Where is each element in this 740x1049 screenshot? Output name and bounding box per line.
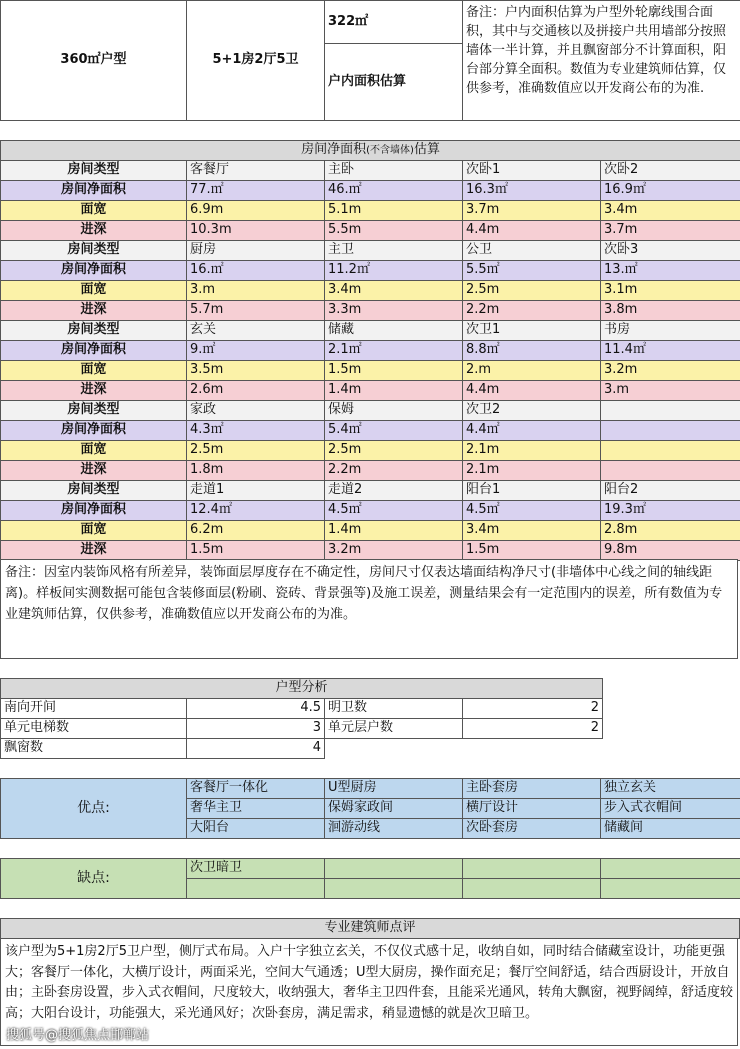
pros-item: 大阳台	[187, 819, 325, 839]
review-text: 该户型为5+1房2厅5卫户型，侧厅式布局。入户十字独立玄关，不仅仪式感十足，收纳自如，同时结合储藏室设计，功能更强大；客餐厅一体化，大横厅设计，两面采光，空间大气通透；U型大厨房，操作面充足；餐厅空间舒适，结合西厨设计，开放自由；主卧套房设置，步入式衣帽间，尺度较大，收纳强大，奢华主卫四件套，且能采光通风，转角大飘窗，视野阔绰，舒适度较高；大阳台设计，功能强大，采光通风好；次卧套房，满足需求，稍显遗憾的就是次卫暗卫。	[0, 938, 738, 1046]
room-row-label: 房间净面积	[1, 261, 187, 281]
cons-item	[601, 879, 740, 899]
room-row-depths	[1, 461, 740, 481]
room-depth: 3.2m	[325, 541, 463, 561]
room-name: 次卧3	[601, 241, 740, 261]
header-table	[0, 0, 740, 121]
cons-item	[463, 859, 601, 879]
room-name: 厨房	[187, 241, 325, 261]
room-row-widths	[1, 361, 740, 381]
room-area: 16.9㎡	[601, 181, 740, 201]
room-name: 阳台2	[601, 481, 740, 501]
room-name: 玄关	[187, 321, 325, 341]
room-depth: 4.4m	[463, 221, 601, 241]
room-row-names	[1, 481, 740, 501]
pros-item: U型厨房	[325, 779, 463, 799]
room-depth: 5.7m	[187, 301, 325, 321]
room-row-label: 房间类型	[1, 321, 187, 341]
room-name: 客餐厅	[187, 161, 325, 181]
room-name: 阳台1	[463, 481, 601, 501]
room-row-areas	[1, 501, 740, 521]
analysis-value: 4	[187, 739, 325, 759]
room-row-names	[1, 401, 740, 421]
review-table	[0, 918, 740, 939]
analysis-value: 4.5	[187, 699, 325, 719]
room-depth: 10.3m	[187, 221, 325, 241]
room-width: 3.1m	[601, 281, 740, 301]
room-row-widths	[1, 441, 740, 461]
room-area: 4.3㎡	[187, 421, 325, 441]
room-area-table	[0, 140, 740, 561]
room-area: 4.4㎡	[463, 421, 601, 441]
room-name: 书房	[601, 321, 740, 341]
room-depth: 2.2m	[463, 301, 601, 321]
room-row-label: 面宽	[1, 361, 187, 381]
pros-item: 奢华主卫	[187, 799, 325, 819]
room-name: 走道2	[325, 481, 463, 501]
room-area: 11.2㎡	[325, 261, 463, 281]
room-name: 次卧2	[601, 161, 740, 181]
room-row-depths	[1, 221, 740, 241]
room-width: 2.5m	[187, 441, 325, 461]
cons-item	[325, 859, 463, 879]
room-row-label: 进深	[1, 301, 187, 321]
room-width: 3.4m	[325, 281, 463, 301]
room-area: 4.5㎡	[325, 501, 463, 521]
analysis-label: 单元电梯数	[1, 719, 187, 739]
room-row-widths	[1, 201, 740, 221]
area-label: 户内面积估算	[325, 44, 463, 121]
room-depth	[601, 461, 740, 481]
pros-item: 主卧套房	[463, 779, 601, 799]
cons-item	[187, 879, 325, 899]
room-area	[601, 421, 740, 441]
analysis-value: 2	[463, 719, 603, 739]
room-area: 5.4㎡	[325, 421, 463, 441]
room-width: 1.4m	[325, 521, 463, 541]
room-row-areas	[1, 341, 740, 361]
room-depth: 3.3m	[325, 301, 463, 321]
room-row-label: 房间净面积	[1, 341, 187, 361]
room-row-widths	[1, 521, 740, 541]
pros-item: 步入式衣帽间	[601, 799, 740, 819]
room-name: 储藏	[325, 321, 463, 341]
analysis-label: 单元层户数	[325, 719, 463, 739]
analysis-value: 2	[463, 699, 603, 719]
room-width: 2.5m	[463, 281, 601, 301]
room-row-widths	[1, 281, 740, 301]
room-area: 16.3㎡	[463, 181, 601, 201]
room-width: 3.7m	[463, 201, 601, 221]
room-row-label: 面宽	[1, 201, 187, 221]
room-name: 次卧1	[463, 161, 601, 181]
analysis-empty	[463, 739, 603, 759]
room-area: 12.4㎡	[187, 501, 325, 521]
room-row-label: 进深	[1, 381, 187, 401]
room-width: 3.m	[187, 281, 325, 301]
room-area: 9.㎡	[187, 341, 325, 361]
review-title: 专业建筑师点评	[1, 919, 740, 939]
room-name: 次卫1	[463, 321, 601, 341]
room-row-depths	[1, 301, 740, 321]
pros-item: 独立玄关	[601, 779, 740, 799]
room-depth: 5.5m	[325, 221, 463, 241]
header-note: 备注：户内面积估算为户型外轮廓线围合面积，其中与交通核以及拼接户共用墙部分按照墙体一半计算，并且飘窗部分不计算面积，阳台部分算全面积。数值为专业建筑师估算，仅供参考，准确数值应以开发商公布的为准.	[463, 1, 740, 121]
room-row-label: 面宽	[1, 521, 187, 541]
room-name: 次卫2	[463, 401, 601, 421]
room-row-label: 进深	[1, 541, 187, 561]
analysis-label: 飘窗数	[1, 739, 187, 759]
cons-table	[0, 858, 740, 899]
pros-item: 洄游动线	[325, 819, 463, 839]
room-row-depths	[1, 541, 740, 561]
unit-layout: 5+1房2厅5卫	[187, 1, 325, 121]
room-name: 保姆	[325, 401, 463, 421]
cons-label: 缺点:	[1, 859, 187, 899]
pros-item: 储藏间	[601, 819, 740, 839]
room-row-depths	[1, 381, 740, 401]
room-area: 16.㎡	[187, 261, 325, 281]
pros-table	[0, 778, 740, 839]
room-row-label: 面宽	[1, 441, 187, 461]
room-width	[601, 441, 740, 461]
room-width: 2.m	[463, 361, 601, 381]
room-width: 6.9m	[187, 201, 325, 221]
pros-item: 保姆家政间	[325, 799, 463, 819]
watermark: 搜狐号@搜狐焦点邯郸站	[6, 1028, 150, 1043]
room-name: 家政	[187, 401, 325, 421]
room-area: 5.5㎡	[463, 261, 601, 281]
room-row-names	[1, 161, 740, 181]
room-depth: 1.5m	[463, 541, 601, 561]
unit-area: 322㎡	[325, 1, 463, 44]
room-row-label: 进深	[1, 461, 187, 481]
room-row-label: 房间类型	[1, 481, 187, 501]
room-depth: 3.8m	[601, 301, 740, 321]
room-area: 46.㎡	[325, 181, 463, 201]
room-area: 13.㎡	[601, 261, 740, 281]
room-table-title: 房间净面积(不含墙体)估算	[1, 141, 740, 161]
analysis-empty	[325, 739, 463, 759]
analysis-label: 南向开间	[1, 699, 187, 719]
cons-item: 次卫暗卫	[187, 859, 325, 879]
room-row-label: 房间净面积	[1, 501, 187, 521]
room-row-label: 房间类型	[1, 161, 187, 181]
room-width: 1.5m	[325, 361, 463, 381]
room-row-label: 房间类型	[1, 241, 187, 261]
pros-label: 优点:	[1, 779, 187, 839]
cons-item	[325, 879, 463, 899]
room-area: 11.4㎡	[601, 341, 740, 361]
room-depth: 1.4m	[325, 381, 463, 401]
room-width: 3.4m	[463, 521, 601, 541]
room-depth: 1.8m	[187, 461, 325, 481]
room-width: 2.5m	[325, 441, 463, 461]
room-row-label: 房间净面积	[1, 421, 187, 441]
room-name: 主卧	[325, 161, 463, 181]
room-area: 2.1㎡	[325, 341, 463, 361]
room-depth: 3.m	[601, 381, 740, 401]
room-area: 8.8㎡	[463, 341, 601, 361]
room-row-label: 房间净面积	[1, 181, 187, 201]
room-name: 公卫	[463, 241, 601, 261]
analysis-value: 3	[187, 719, 325, 739]
room-depth: 4.4m	[463, 381, 601, 401]
analysis-table	[0, 678, 603, 759]
room-depth: 2.2m	[325, 461, 463, 481]
pros-item: 客餐厅一体化	[187, 779, 325, 799]
pros-item: 横厅设计	[463, 799, 601, 819]
room-width: 3.4m	[601, 201, 740, 221]
analysis-title: 户型分析	[1, 679, 603, 699]
unit-type: 360㎡户型	[1, 1, 187, 121]
room-width: 2.1m	[463, 441, 601, 461]
cons-item	[463, 879, 601, 899]
room-area: 19.3㎡	[601, 501, 740, 521]
room-width: 6.2m	[187, 521, 325, 541]
cons-item	[601, 859, 740, 879]
room-row-areas	[1, 261, 740, 281]
room-area: 77.㎡	[187, 181, 325, 201]
room-width: 3.5m	[187, 361, 325, 381]
room-width: 5.1m	[325, 201, 463, 221]
room-row-label: 房间类型	[1, 401, 187, 421]
room-depth: 9.8m	[601, 541, 740, 561]
room-row-areas	[1, 421, 740, 441]
room-name: 主卫	[325, 241, 463, 261]
room-row-label: 面宽	[1, 281, 187, 301]
room-row-areas	[1, 181, 740, 201]
room-name	[601, 401, 740, 421]
pros-item: 次卧套房	[463, 819, 601, 839]
analysis-label: 明卫数	[325, 699, 463, 719]
room-note: 备注：因室内装饰风格有所差异，装饰面层厚度存在不确定性，房间尺寸仅表达墙面结构净尺寸(非墙体中心线之间的轴线距离)。样板间实测数据可能包含装修面层(粉刷、瓷砖、背景强等)及施工误差，测量结果会有一定范围内的误差，所有数值为专业建筑师估算，仅供参考，准确数值应以开发商公布的为准。	[0, 559, 738, 659]
room-row-label: 进深	[1, 221, 187, 241]
room-area: 4.5㎡	[463, 501, 601, 521]
room-depth: 1.5m	[187, 541, 325, 561]
room-depth: 2.1m	[463, 461, 601, 481]
room-width: 3.2m	[601, 361, 740, 381]
room-row-names	[1, 321, 740, 341]
room-row-names	[1, 241, 740, 261]
room-width: 2.8m	[601, 521, 740, 541]
room-depth: 3.7m	[601, 221, 740, 241]
room-depth: 2.6m	[187, 381, 325, 401]
room-name: 走道1	[187, 481, 325, 501]
